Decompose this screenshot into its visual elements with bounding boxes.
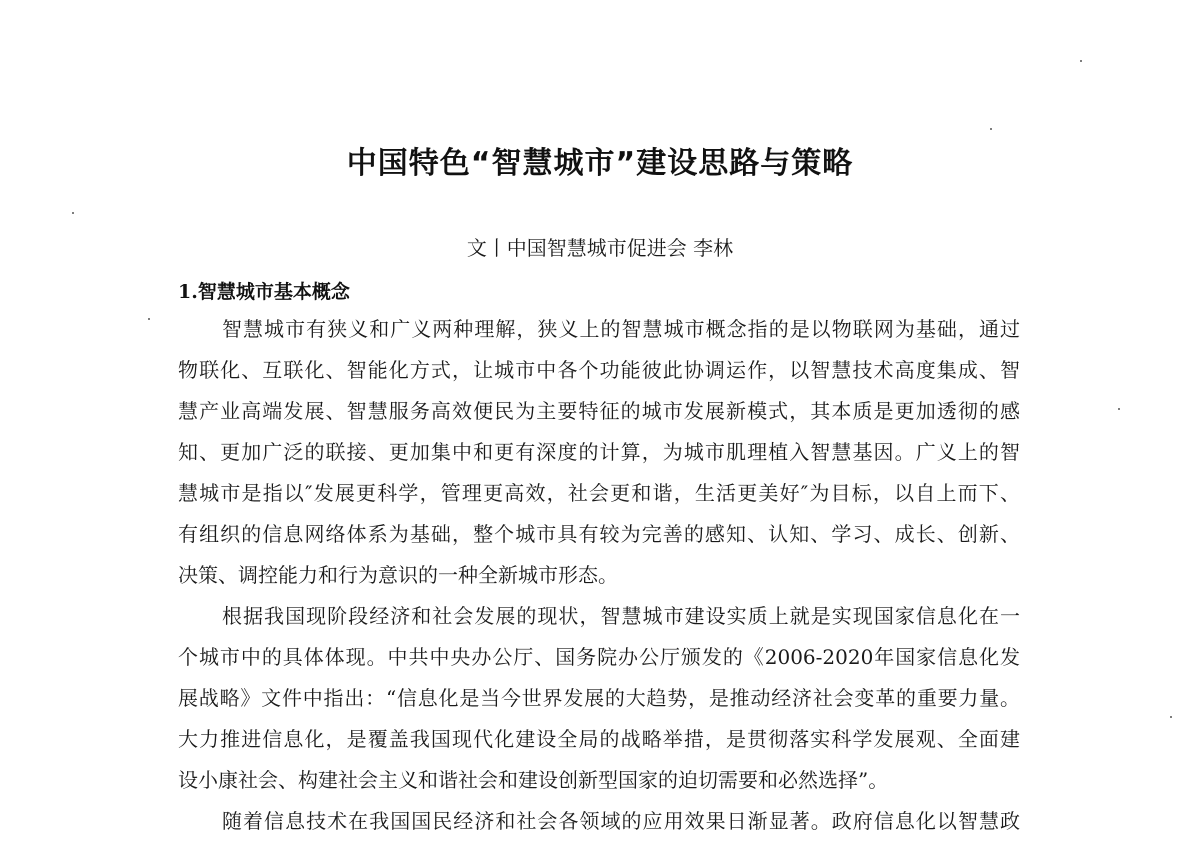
paragraph-3 (178, 801, 1020, 842)
scan-speck (1170, 716, 1172, 718)
text-line: 慧产业高端发展、智慧服务高效便民为主要特征的城市发展新模式，其本质是更加透彻的感 (178, 399, 1020, 423)
text-line: 根据我国现阶段经济和社会发展的现状，智慧城市建设实质上就是实现国家信息化在一 (222, 604, 1020, 628)
text-line: 知、更加广泛的联接、更加集中和更有深度的计算，为城市肌理植入智慧基因。广义上的智 (178, 440, 1020, 464)
scan-speck (990, 128, 992, 130)
text-line: 随着信息技术在我国国民经济和社会各领域的应用效果日渐显著。政府信息化以智慧政 (222, 809, 1020, 833)
text-line: 慧城市是指以″发展更科学，管理更高效，社会更和谐，生活更美好″为目标，以自上而下、 (178, 481, 1020, 505)
section-heading: 1.智慧城市基本概念 (178, 281, 350, 303)
text-line: 智慧城市有狭义和广义两种理解，狭义上的智慧城市概念指的是以物联网为基础，通过 (222, 317, 1020, 341)
document-title: 中国特色“智慧城市”建设思路与策略 (346, 146, 854, 181)
text-line: 决策、调控能力和行为意识的一种全新城市形态。 (178, 563, 618, 587)
text-line: 物联化、互联化、智能化方式，让城市中各个功能彼此协调运作，以智慧技术高度集成、智 (178, 358, 1020, 382)
scan-speck (72, 212, 74, 214)
author-byline: 文丨中国智慧城市促进会 李林 (466, 236, 734, 260)
text-line: 大力推进信息化，是覆盖我国现代化建设全局的战略举措，是贯彻落实科学发展观、全面建 (178, 727, 1020, 751)
text-line: 设小康社会、构建社会主义和谐社会和建设创新型国家的迫切需要和必然选择”。 (178, 768, 889, 792)
paragraph-2 (178, 596, 1020, 801)
text-line: 展战略》文件中指出：“信息化是当今世界发展的大趋势，是推动经济社会变革的重要力量。 (178, 686, 1020, 710)
text-line: 个城市中的具体体现。中共中央办公厅、国务院办公厅颁发的《2006-2020年国家信息化发 (178, 645, 1020, 669)
scan-speck (1118, 408, 1120, 410)
paragraph-1 (178, 309, 1020, 596)
scan-speck (1080, 60, 1082, 62)
text-line: 有组织的信息网络体系为基础，整个城市具有较为完善的感知、认知、学习、成长、创新、 (178, 522, 1020, 546)
scan-speck (148, 318, 150, 320)
